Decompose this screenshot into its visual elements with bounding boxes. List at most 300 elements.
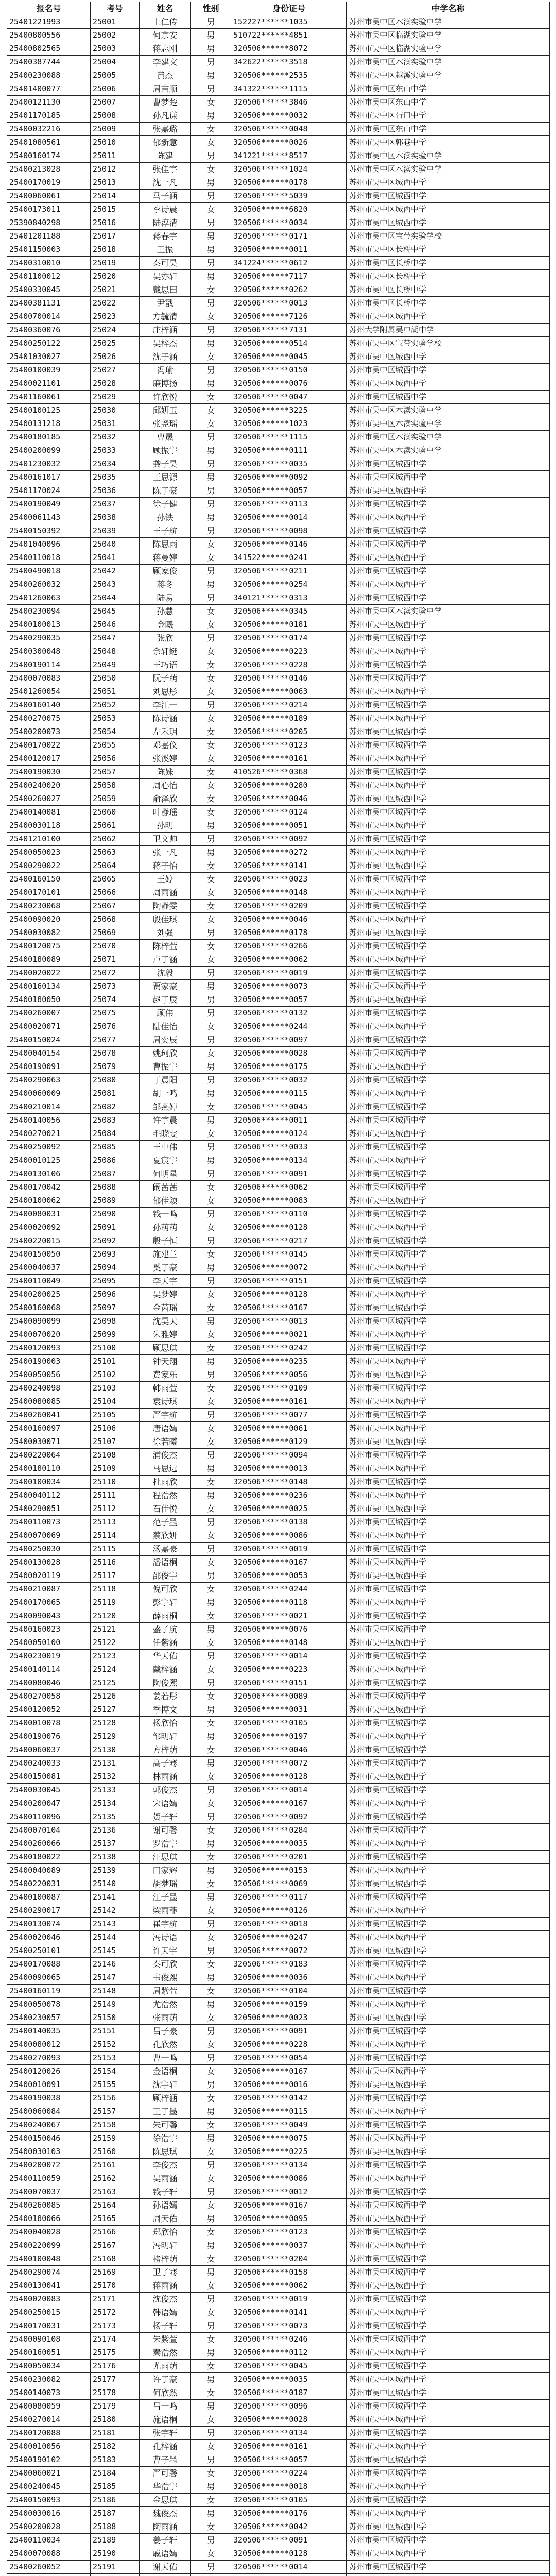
id-number-cell: 320506******0146: [231, 672, 347, 685]
school-cell: 苏州市吴中区木渎实验中学: [347, 605, 550, 618]
table-body: [7, 15, 550, 2576]
exam-no-cell: 25072: [91, 967, 140, 980]
name-cell: 许宇晨: [140, 1114, 191, 1127]
exam-no-cell: 25045: [91, 605, 140, 618]
school-cell: 苏州市吴中区东山中学: [347, 96, 550, 109]
exam-no-cell: 25087: [91, 1167, 140, 1181]
name-cell: 彭宇轩: [140, 1596, 191, 1609]
gender-cell: 男: [191, 1676, 231, 1690]
gender-cell: 男: [191, 578, 231, 591]
exam-no-cell: 25083: [91, 1114, 140, 1127]
id-number-cell: 320506******0214: [231, 699, 347, 712]
gender-cell: 女: [191, 2386, 231, 2400]
id-number-cell: 320506******0123: [231, 2226, 347, 2239]
table-row: [7, 149, 550, 163]
exam-no-cell: 25001: [91, 15, 140, 29]
reg-no-cell: 25400240045: [7, 2480, 91, 2494]
reg-no-cell: 25400180185: [7, 431, 91, 444]
reg-no-cell: 25400040037: [7, 1261, 91, 1275]
id-number-cell: 320506******0134: [231, 2159, 347, 2172]
id-number-cell: 341522******0241: [231, 551, 347, 565]
school-cell: 苏州市吴中区长桥中学: [347, 243, 550, 257]
gender-cell: 男: [191, 1141, 231, 1154]
exam-no-cell: 25159: [91, 2132, 140, 2145]
reg-no-cell: 25400180066: [7, 2212, 91, 2226]
id-number-cell: 320506******0244: [231, 1583, 347, 1596]
id-number-cell: 320506******0013: [231, 297, 347, 310]
exam-no-cell: 25104: [91, 1395, 140, 1409]
reg-no-cell: 25400030071: [7, 1435, 91, 1449]
name-cell: 蒋雨涵: [140, 2279, 191, 2293]
reg-no-cell: 25401230032: [7, 457, 91, 471]
name-cell: 陈思琪: [140, 2145, 191, 2159]
table-row: [7, 1743, 550, 1757]
name-cell: 江子墨: [140, 1891, 191, 1904]
gender-cell: 男: [191, 2159, 231, 2172]
gender-cell: 男: [191, 109, 231, 123]
gender-cell: 男: [191, 1516, 231, 1529]
id-number-cell: 320506******5039: [231, 190, 347, 203]
table-row: [7, 297, 550, 310]
name-cell: 金语桐: [140, 2065, 191, 2078]
id-number-cell: 320506******0217: [231, 1234, 347, 1248]
table-row: [7, 1462, 550, 1476]
id-number-cell: 320506******0092: [231, 471, 347, 484]
gender-cell: 男: [191, 1007, 231, 1020]
reg-no-cell: 25400050056: [7, 1368, 91, 1382]
id-number-cell: 320506******0105: [231, 2494, 347, 2507]
table-row: [7, 886, 550, 900]
reg-no-cell: 25400387744: [7, 56, 91, 69]
table-row: [7, 2547, 550, 2561]
exam-no-cell: 25011: [91, 149, 140, 163]
table-row: [7, 1663, 550, 1676]
table-row: [7, 1810, 550, 1824]
school-cell: 苏州市吴中区长桥中学: [347, 270, 550, 283]
reg-no-cell: 25400080085: [7, 1395, 91, 1409]
id-number-cell: 320506******0062: [231, 953, 347, 967]
table-row: [7, 2025, 550, 2038]
reg-no-cell: 25400061143: [7, 511, 91, 524]
table-row: [7, 2574, 550, 2576]
reg-no-cell: 25400140114: [7, 1663, 91, 1676]
exam-no-cell: 25135: [91, 1810, 140, 1824]
school-cell: 苏州市吴中区城西中学: [347, 1797, 550, 1810]
gender-cell: 女: [191, 886, 231, 900]
gender-cell: 男: [191, 457, 231, 471]
reg-no-cell: 25400060037: [7, 1743, 91, 1757]
school-cell: 苏州市吴中区城西中学: [347, 524, 550, 538]
reg-no-cell: 25400230057: [7, 2011, 91, 2025]
table-row: [7, 2119, 550, 2132]
school-cell: 苏州市吴中区城西中学: [347, 2534, 550, 2547]
name-cell: 范子墨: [140, 1516, 191, 1529]
exam-no-cell: 25041: [91, 551, 140, 565]
exam-no-cell: 25118: [91, 1583, 140, 1596]
reg-no-cell: 25400160140: [7, 699, 91, 712]
reg-no-cell: 25400180089: [7, 953, 91, 967]
school-cell: 苏州市吴中区城西中学: [347, 739, 550, 752]
school-cell: 苏州市吴中区城西中学: [347, 1476, 550, 1489]
name-cell: 张佳宇: [140, 163, 191, 176]
table-row: [7, 833, 550, 846]
id-number-cell: 320506******0129: [231, 1435, 347, 1449]
name-cell: 施语桐: [140, 2413, 191, 2427]
name-cell: 李建文: [140, 56, 191, 69]
table-row: [7, 377, 550, 391]
table-row: [7, 2038, 550, 2052]
exam-no-cell: 25158: [91, 2119, 140, 2132]
gender-cell: 女: [191, 1502, 231, 1516]
id-number-cell: 320506******0161: [231, 752, 347, 766]
table-row: [7, 1368, 550, 1382]
exam-no-cell: 25005: [91, 69, 140, 82]
gender-cell: 女: [191, 350, 231, 364]
header-exam-no: 考号: [91, 2, 140, 15]
exam-no-cell: 25176: [91, 2360, 140, 2373]
gender-cell: 男: [191, 2239, 231, 2252]
id-number-cell: 320506******0023: [231, 2011, 347, 2025]
table-row: [7, 1623, 550, 1636]
table-row: [7, 243, 550, 257]
id-number-cell: 320506******0148: [231, 1636, 347, 1650]
id-number-cell: 320506******0076: [231, 377, 347, 391]
exam-no-cell: 25170: [91, 2279, 140, 2293]
table-row: [7, 1261, 550, 1275]
id-number-cell: 320506******0051: [231, 819, 347, 833]
gender-cell: 女: [191, 1382, 231, 1395]
reg-no-cell: 25400290017: [7, 1904, 91, 1918]
gender-cell: 女: [191, 404, 231, 417]
school-cell: 苏州市吴中区城西中学: [347, 2226, 550, 2239]
gender-cell: 男: [191, 1409, 231, 1422]
school-cell: 苏州市吴中区城西中学: [347, 1730, 550, 1743]
school-cell: 苏州市吴中区城西中学: [347, 1743, 550, 1757]
reg-no-cell: 25400040028: [7, 2226, 91, 2239]
table-row: [7, 1650, 550, 1663]
gender-cell: 男: [191, 1998, 231, 2011]
reg-no-cell: 25400220099: [7, 2239, 91, 2252]
gender-cell: 男: [191, 926, 231, 940]
school-cell: 苏州市吴中区城西中学: [347, 1087, 550, 1100]
reg-no-cell: 25400110049: [7, 1275, 91, 1288]
table-row: [7, 417, 550, 431]
id-number-cell: 320506******0073: [231, 980, 347, 993]
reg-no-cell: 25400040154: [7, 1047, 91, 1060]
student-table: [7, 2, 550, 2576]
id-number-cell: 320506******0223: [231, 1663, 347, 1676]
reg-no-cell: 25400230019: [7, 1650, 91, 1663]
id-number-cell: 320506******0148: [231, 1476, 347, 1489]
gender-cell: 男: [191, 2132, 231, 2145]
school-cell: 苏州市吴中区城西中学: [347, 1944, 550, 1958]
gender-cell: 女: [191, 2360, 231, 2373]
id-number-cell: 320506******0046: [231, 792, 347, 806]
school-cell: 苏州市吴中区城西中学: [347, 699, 550, 712]
name-cell: 余轩蜓: [140, 645, 191, 658]
school-cell: 苏州市吴中区城西中学: [347, 1837, 550, 1851]
gender-cell: 男: [191, 1261, 231, 1275]
exam-no-cell: 25095: [91, 1275, 140, 1288]
school-cell: 苏州市吴中区城西中学: [347, 1609, 550, 1623]
name-cell: 张一凡: [140, 846, 191, 859]
id-number-cell: 320506******0092: [231, 833, 347, 846]
reg-no-cell: 25400060061: [7, 190, 91, 203]
school-cell: 苏州市吴中区城西中学: [347, 2132, 550, 2145]
table-row: [7, 29, 550, 42]
id-number-cell: 320506******0126: [231, 1904, 347, 1918]
table-row: [7, 1596, 550, 1609]
reg-no-cell: 25400032216: [7, 123, 91, 136]
school-cell: 苏州市吴中区城西中学: [347, 1904, 550, 1918]
school-cell: 苏州市吴中区城西中学: [347, 2172, 550, 2185]
id-number-cell: 320506******0021: [231, 1328, 347, 1342]
gender-cell: 男: [191, 1730, 231, 1743]
name-cell: 吴梓杰: [140, 337, 191, 350]
table-row: [7, 1181, 550, 1194]
id-number-cell: 320506******0110: [231, 1208, 347, 1221]
table-row: [7, 1194, 550, 1208]
table-row: [7, 1221, 550, 1234]
name-cell: 王婷: [140, 873, 191, 886]
school-cell: 苏州市吴中区城西中学: [347, 2011, 550, 2025]
id-number-cell: 342622******3518: [231, 56, 347, 69]
name-cell: 蒋冬: [140, 578, 191, 591]
gender-cell: 男: [191, 511, 231, 524]
exam-no-cell: 25094: [91, 1261, 140, 1275]
table-row: [7, 2145, 550, 2159]
school-cell: 苏州市吴中区城西中学: [347, 2360, 550, 2373]
table-row: [7, 980, 550, 993]
gender-cell: 女: [191, 136, 231, 149]
table-row: [7, 792, 550, 806]
name-cell: 严可馨: [140, 2467, 191, 2480]
name-cell: 吕子豪: [140, 2025, 191, 2038]
table-row: [7, 2092, 550, 2105]
gender-cell: 女: [191, 1609, 231, 1623]
id-number-cell: 320506******0138: [231, 1516, 347, 1529]
name-cell: 张溪婷: [140, 752, 191, 766]
exam-no-cell: 25055: [91, 739, 140, 752]
name-cell: 陆淳清: [140, 216, 191, 230]
reg-no-cell: 25401201188: [7, 230, 91, 243]
school-cell: 苏州市吴中区城西中学: [347, 685, 550, 699]
school-cell: 苏州市吴中区城西中学: [347, 1770, 550, 1784]
table-row: [7, 1422, 550, 1435]
name-cell: 李天宇: [140, 1275, 191, 1288]
school-cell: 苏州市吴中区城西中学: [347, 1033, 550, 1047]
exam-no-cell: 25032: [91, 431, 140, 444]
table-row: [7, 1315, 550, 1328]
table-header-row: [7, 2, 550, 15]
name-cell: 陆佳怡: [140, 1020, 191, 1033]
id-number-cell: 320506******0013: [231, 1462, 347, 1476]
gender-cell: 女: [191, 1958, 231, 1971]
name-cell: 冯诗语: [140, 1931, 191, 1944]
exam-no-cell: 25101: [91, 1355, 140, 1368]
table-row: [7, 2105, 550, 2119]
gender-cell: 男: [191, 444, 231, 457]
exam-no-cell: 25071: [91, 953, 140, 967]
table-row: [7, 82, 550, 96]
reg-no-cell: 25400030118: [7, 819, 91, 833]
school-cell: 苏州市吴中区城西中学: [347, 565, 550, 578]
school-cell: 苏州市吴中区城西中学: [347, 1422, 550, 1435]
table-row: [7, 2346, 550, 2360]
reg-no-cell: 25400160134: [7, 980, 91, 993]
id-number-cell: 320506******0072: [231, 1757, 347, 1770]
table-row: [7, 1958, 550, 1971]
gender-cell: 女: [191, 2306, 231, 2319]
gender-cell: 男: [191, 2025, 231, 2038]
name-cell: 罗浩宇: [140, 1837, 191, 1851]
gender-cell: 男: [191, 1060, 231, 1074]
school-cell: [347, 2574, 550, 2576]
gender-cell: 男: [191, 2373, 231, 2386]
reg-no-cell: 25400190038: [7, 2092, 91, 2105]
table-row: [7, 1690, 550, 1703]
exam-no-cell: 25085: [91, 1141, 140, 1154]
table-row: [7, 310, 550, 324]
table-row: [7, 1717, 550, 1730]
id-number-cell: 320506******0035: [231, 1837, 347, 1851]
table-row: [7, 2052, 550, 2065]
exam-no-cell: 25051: [91, 685, 140, 699]
reg-no-cell: 25400290074: [7, 2266, 91, 2279]
id-number-cell: 320506******0113: [231, 498, 347, 511]
table-row: [7, 431, 550, 444]
id-number-cell: 320506******0057: [231, 993, 347, 1007]
school-cell: 苏州市吴中区城西中学: [347, 2212, 550, 2226]
exam-no-cell: 25113: [91, 1516, 140, 1529]
id-number-cell: 320506******0028: [231, 2413, 347, 2427]
exam-no-cell: 25182: [91, 2440, 140, 2453]
name-cell: 周紫萱: [140, 1985, 191, 1998]
name-cell: 马思远: [140, 1462, 191, 1476]
name-cell: 黄杰: [140, 69, 191, 82]
id-number-cell: 320506******2535: [231, 69, 347, 82]
table-row: [7, 1449, 550, 1462]
table-row: [7, 2386, 550, 2400]
table-row: [7, 2065, 550, 2078]
reg-no-cell: 25400170031: [7, 2319, 91, 2333]
gender-cell: 女: [191, 2145, 231, 2159]
reg-no-cell: 25400021101: [7, 377, 91, 391]
gender-cell: 男: [191, 1864, 231, 1877]
school-cell: 苏州市吴中区城西中学: [347, 792, 550, 806]
exam-no-cell: 25172: [91, 2306, 140, 2319]
id-number-cell: 320506******0104: [231, 1985, 347, 1998]
gender-cell: 男: [191, 1355, 231, 1368]
gender-cell: 女: [191, 2226, 231, 2239]
exam-no-cell: 25130: [91, 1743, 140, 1757]
name-cell: 王子航: [140, 524, 191, 538]
id-number-cell: 320506******0077: [231, 1409, 347, 1422]
reg-no-cell: 25400070020: [7, 1328, 91, 1342]
id-number-cell: 320506******0225: [231, 2145, 347, 2159]
table-row: [7, 1020, 550, 1033]
reg-no-cell: 25400030045: [7, 1784, 91, 1797]
exam-no-cell: 25040: [91, 538, 140, 551]
school-cell: 苏州市吴中区长桥中学: [347, 283, 550, 297]
gender-cell: 男: [191, 216, 231, 230]
exam-no-cell: 25114: [91, 1529, 140, 1543]
reg-no-cell: 25400270058: [7, 1690, 91, 1703]
school-cell: 苏州市吴中区城西中学: [347, 1877, 550, 1891]
id-number-cell: 320506******0167: [231, 2199, 347, 2212]
school-cell: 苏州市吴中区城西中学: [347, 980, 550, 993]
exam-no-cell: 25004: [91, 56, 140, 69]
table-row: [7, 538, 550, 551]
table-row: [7, 699, 550, 712]
exam-no-cell: 25006: [91, 82, 140, 96]
gender-cell: 男: [191, 2078, 231, 2092]
school-cell: 苏州市吴中区城西中学: [347, 1382, 550, 1395]
name-cell: 邹燕婷: [140, 1100, 191, 1114]
gender-cell: 女: [191, 1047, 231, 1060]
id-number-cell: 320506******0023: [231, 873, 347, 886]
exam-no-cell: 25169: [91, 2266, 140, 2279]
id-number-cell: 320506******0124: [231, 1127, 347, 1141]
name-cell: 孙铁: [140, 511, 191, 524]
table-row: [7, 766, 550, 779]
gender-cell: 女: [191, 417, 231, 431]
name-cell: 丁晨阳: [140, 1074, 191, 1087]
gender-cell: 男: [191, 1543, 231, 1556]
school-cell: 苏州市吴中区城西中学: [347, 2319, 550, 2333]
table-row: [7, 1342, 550, 1355]
exam-no-cell: 25132: [91, 1770, 140, 1784]
name-cell: 殷子恒: [140, 1234, 191, 1248]
gender-cell: 女: [191, 2172, 231, 2185]
exam-no-cell: 25108: [91, 1449, 140, 1462]
gender-cell: 女: [191, 900, 231, 913]
name-cell: [140, 2574, 191, 2576]
id-number-cell: 320506******0049: [231, 2119, 347, 2132]
school-cell: 苏州市吴中区城西中学: [347, 2293, 550, 2306]
name-cell: 严宇航: [140, 1409, 191, 1422]
name-cell: 曹一鸣: [140, 2052, 191, 2065]
id-number-cell: 320506******0096: [231, 2400, 347, 2413]
exam-no-cell: 25124: [91, 1663, 140, 1676]
exam-no-cell: 25078: [91, 1047, 140, 1060]
school-cell: 苏州市吴中区城西中学: [347, 1100, 550, 1114]
name-cell: 宋语嫣: [140, 1797, 191, 1810]
exam-no-cell: 25036: [91, 484, 140, 498]
reg-no-cell: 25400220064: [7, 1449, 91, 1462]
reg-no-cell: 25400300048: [7, 645, 91, 658]
id-number-cell: 320506******0141: [231, 2306, 347, 2319]
exam-no-cell: 25156: [91, 2092, 140, 2105]
gender-cell: 女: [191, 2413, 231, 2427]
exam-no-cell: 25190: [91, 2547, 140, 2561]
reg-no-cell: 25400220031: [7, 1877, 91, 1891]
reg-no-cell: 25400150392: [7, 524, 91, 538]
exam-no-cell: 25183: [91, 2453, 140, 2467]
reg-no-cell: 25400161017: [7, 471, 91, 484]
gender-cell: 女: [191, 873, 231, 886]
gender-cell: 女: [191, 1328, 231, 1342]
score-table-sheet: [7, 2, 549, 2576]
name-cell: 奚子豪: [140, 1261, 191, 1275]
name-cell: 贺子轩: [140, 1810, 191, 1824]
school-cell: 苏州市吴中区城西中学: [347, 1784, 550, 1797]
exam-no-cell: 25023: [91, 310, 140, 324]
exam-no-cell: 25105: [91, 1409, 140, 1422]
school-cell: 苏州市吴中区木渎实验中学: [347, 431, 550, 444]
id-number-cell: 320506******0014: [231, 1650, 347, 1663]
id-number-cell: 320506******0262: [231, 283, 347, 297]
